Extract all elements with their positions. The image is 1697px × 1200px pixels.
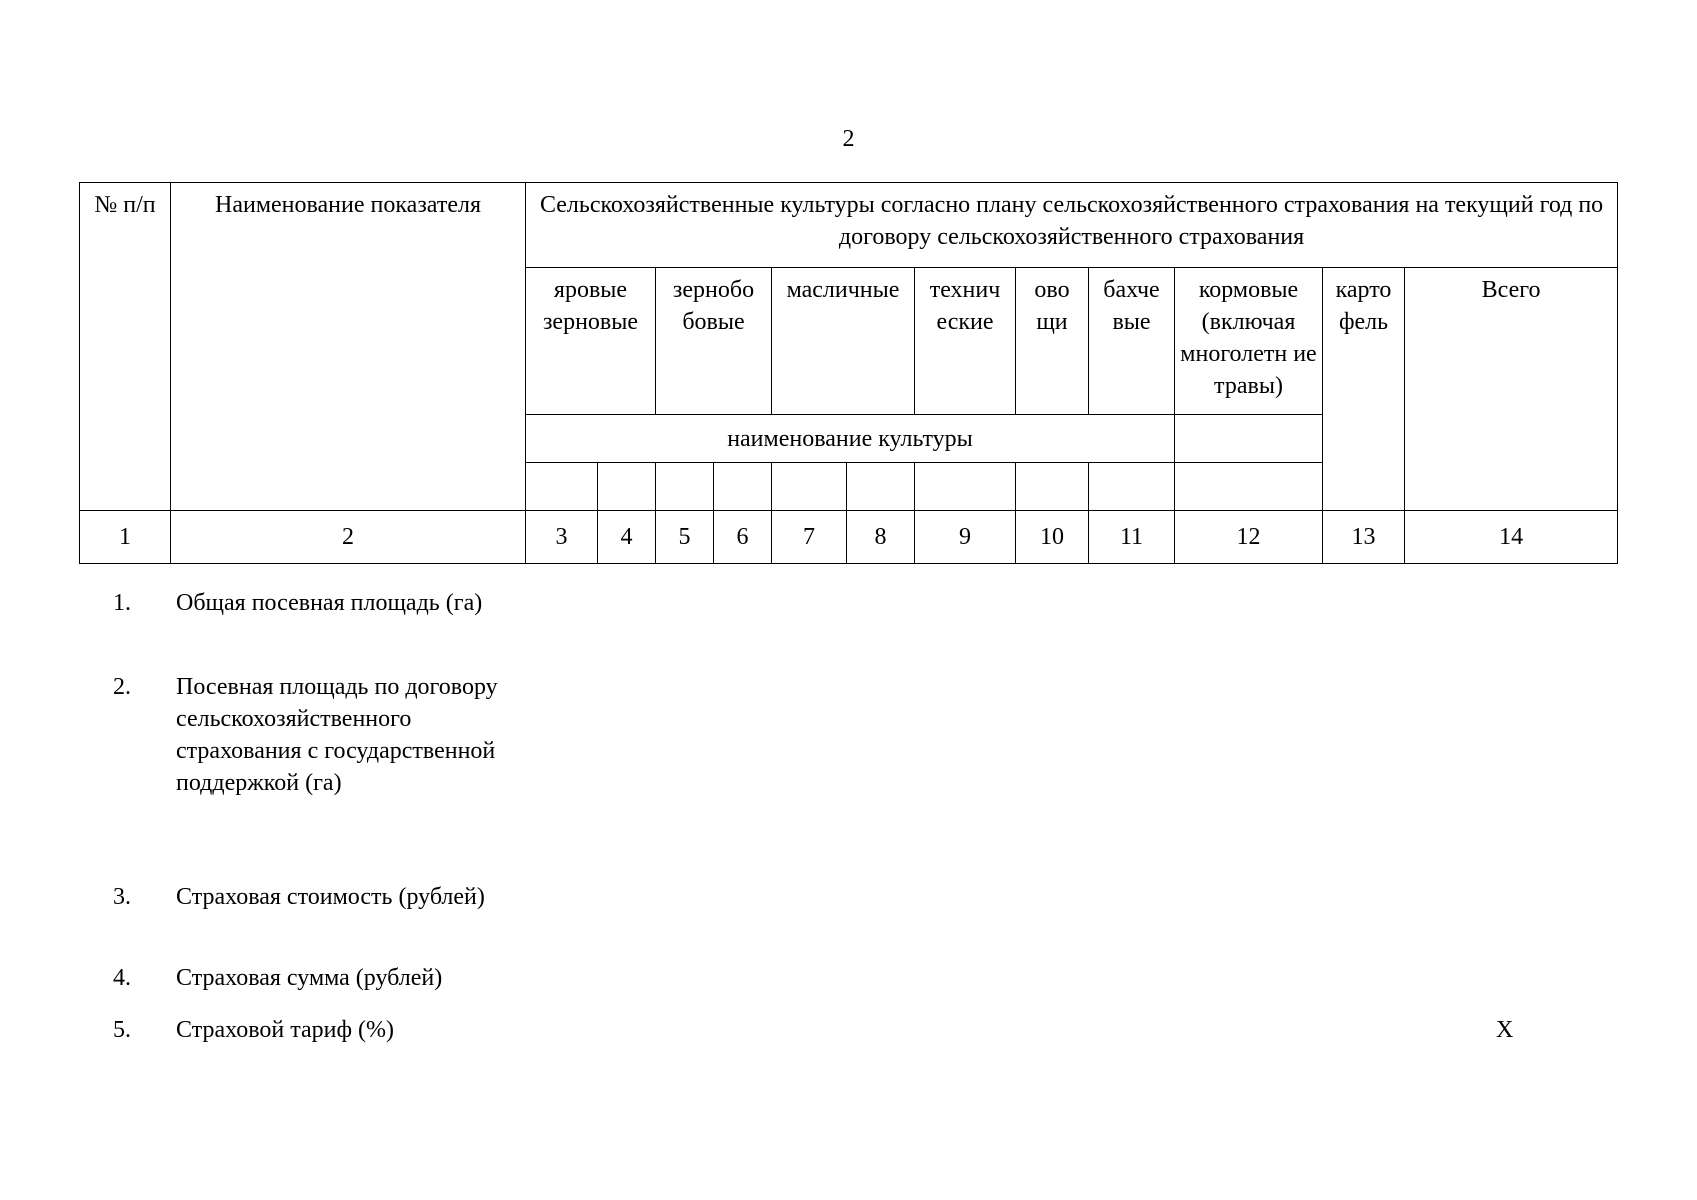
column-number: 9 xyxy=(915,511,1016,564)
header-crop-technical: технич еские xyxy=(915,268,1016,415)
column-number: 6 xyxy=(714,511,772,564)
page-number: 2 xyxy=(842,126,855,152)
header-indicator: Наименование показателя xyxy=(171,183,526,511)
indicator-row-number: 3. xyxy=(113,884,131,910)
header-culture-name-forage-cell xyxy=(1175,415,1323,463)
indicator-row-number: 5. xyxy=(113,1017,131,1043)
culture-name-cell xyxy=(1175,463,1323,511)
culture-name-cell xyxy=(1016,463,1089,511)
column-number: 12 xyxy=(1175,511,1323,564)
header-num: № п/п xyxy=(80,183,171,511)
header-crop-legumes: зернобо бовые xyxy=(656,268,772,415)
indicator-row-number: 1. xyxy=(113,590,131,616)
header-culture-name: наименование культуры xyxy=(526,415,1175,463)
indicator-row-number: 4. xyxy=(113,965,131,991)
header-total: Всего xyxy=(1405,268,1618,511)
indicator-row-number: 2. xyxy=(113,674,131,700)
indicator-row-label: Страховая сумма (рублей) xyxy=(176,965,443,991)
header-crop-vegetables: ово щи xyxy=(1016,268,1089,415)
indicator-row-label: Посевная площадь по договору сельскохозяйственного страхования с государственной поддержкой (га) xyxy=(176,674,498,796)
column-number: 14 xyxy=(1405,511,1618,564)
culture-name-cell xyxy=(772,463,847,511)
indicator-row-label: Страховая стоимость (рублей) xyxy=(176,884,485,910)
insurance-table-header xyxy=(79,182,1618,564)
header-crop-melons: бахче вые xyxy=(1089,268,1175,415)
column-number: 7 xyxy=(772,511,847,564)
header-crop-forage: кормовые (включая многолетн ие травы) xyxy=(1175,268,1323,415)
culture-name-cell xyxy=(598,463,656,511)
culture-name-cell xyxy=(915,463,1016,511)
column-number: 3 xyxy=(526,511,598,564)
column-number: 11 xyxy=(1089,511,1175,564)
column-number: 13 xyxy=(1323,511,1405,564)
indicator-row-label: Страховой тариф (%) xyxy=(176,1017,395,1043)
header-crop-spring-grain: яровые зерновые xyxy=(526,268,656,415)
column-number: 8 xyxy=(847,511,915,564)
tariff-total-mark: Х xyxy=(1496,1017,1514,1043)
header-crop-potato: карто фель xyxy=(1323,268,1405,511)
culture-name-cell xyxy=(656,463,714,511)
culture-name-cell xyxy=(526,463,598,511)
header-crops-group: Сельскохозяйственные культуры согласно плану сельскохозяйственного страхования на текущий год по договору сельскохозяйственного страхования xyxy=(526,183,1618,268)
column-number: 2 xyxy=(171,511,526,564)
indicator-row-label: Общая посевная площадь (га) xyxy=(176,590,483,616)
column-number: 5 xyxy=(656,511,714,564)
culture-name-cell xyxy=(1089,463,1175,511)
culture-name-cell xyxy=(714,463,772,511)
column-number: 10 xyxy=(1016,511,1089,564)
column-number: 1 xyxy=(80,511,171,564)
column-number: 4 xyxy=(598,511,656,564)
culture-name-cell xyxy=(847,463,915,511)
header-crop-oilseed: масличные xyxy=(772,268,915,415)
